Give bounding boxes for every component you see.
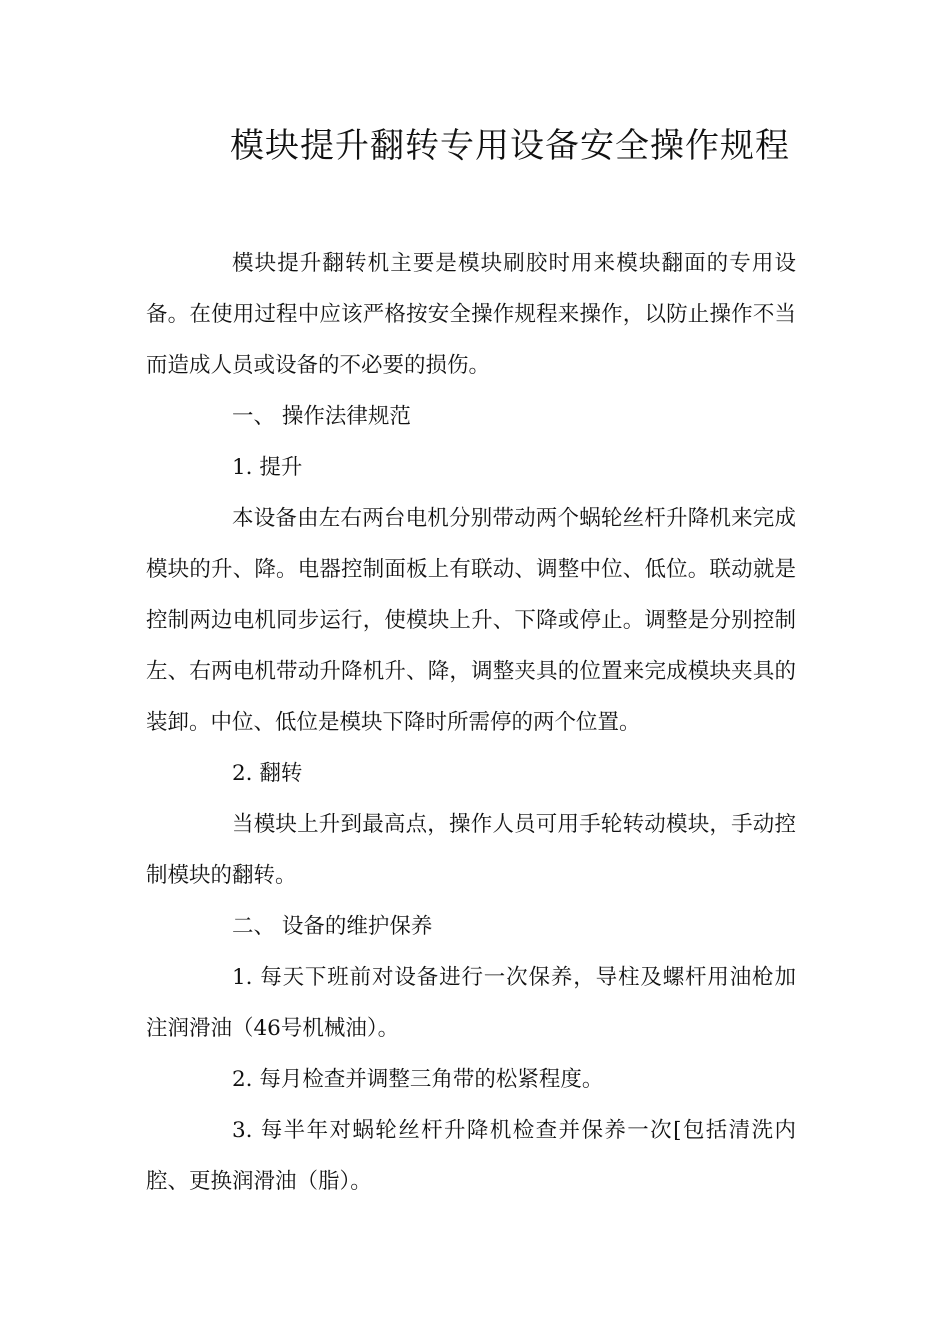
intro-paragraph: 模块提升翻转机主要是模块刷胶时用来模块翻面的专用设备。在使用过程中应该严格按安全操作规程来操作，以防止操作不当而造成人员或设备的不必要的损伤。 [146,251,796,378]
maintenance-item-daily: 1. 每天下班前对设备进行一次保养，导柱及螺杆用油枪加注润滑油（46号机械油）。 [146,965,796,1041]
document-body [146,238,796,1207]
maintenance-item-semiannual: 3. 每半年对蜗轮丝杆升降机检查并保养一次[包括清洗内腔、更换润滑油（脂）。 [146,1118,796,1194]
document-title: 模块提升翻转专用设备安全操作规程 [230,126,790,166]
lifting-paragraph: 本设备由左右两台电机分别带动两个蜗轮丝杆升降机来完成模块的升、降。电器控制面板上有联动、调整中位、低位。联动就是控制两边电机同步运行，使模块上升、下降或停止。调整是分别控制左、右两电机带动升降机升、降，调整夹具的位置来完成模块夹具的装卸。中位、低位是模块下降时所需停的两个位置。 [146,506,796,735]
maintenance-item-monthly: 2. 每月检查并调整三角带的松紧程度。 [232,1067,604,1092]
section-heading-operation: 一、 操作法律规范 [232,404,411,429]
flipping-paragraph: 当模块上升到最高点，操作人员可用手轮转动模块，手动控制模块的翻转。 [146,812,796,888]
subheading-lifting: 1. 提升 [232,455,303,480]
subheading-flipping: 2. 翻转 [232,761,303,786]
section-heading-maintenance: 二、 设备的维护保养 [232,914,433,939]
